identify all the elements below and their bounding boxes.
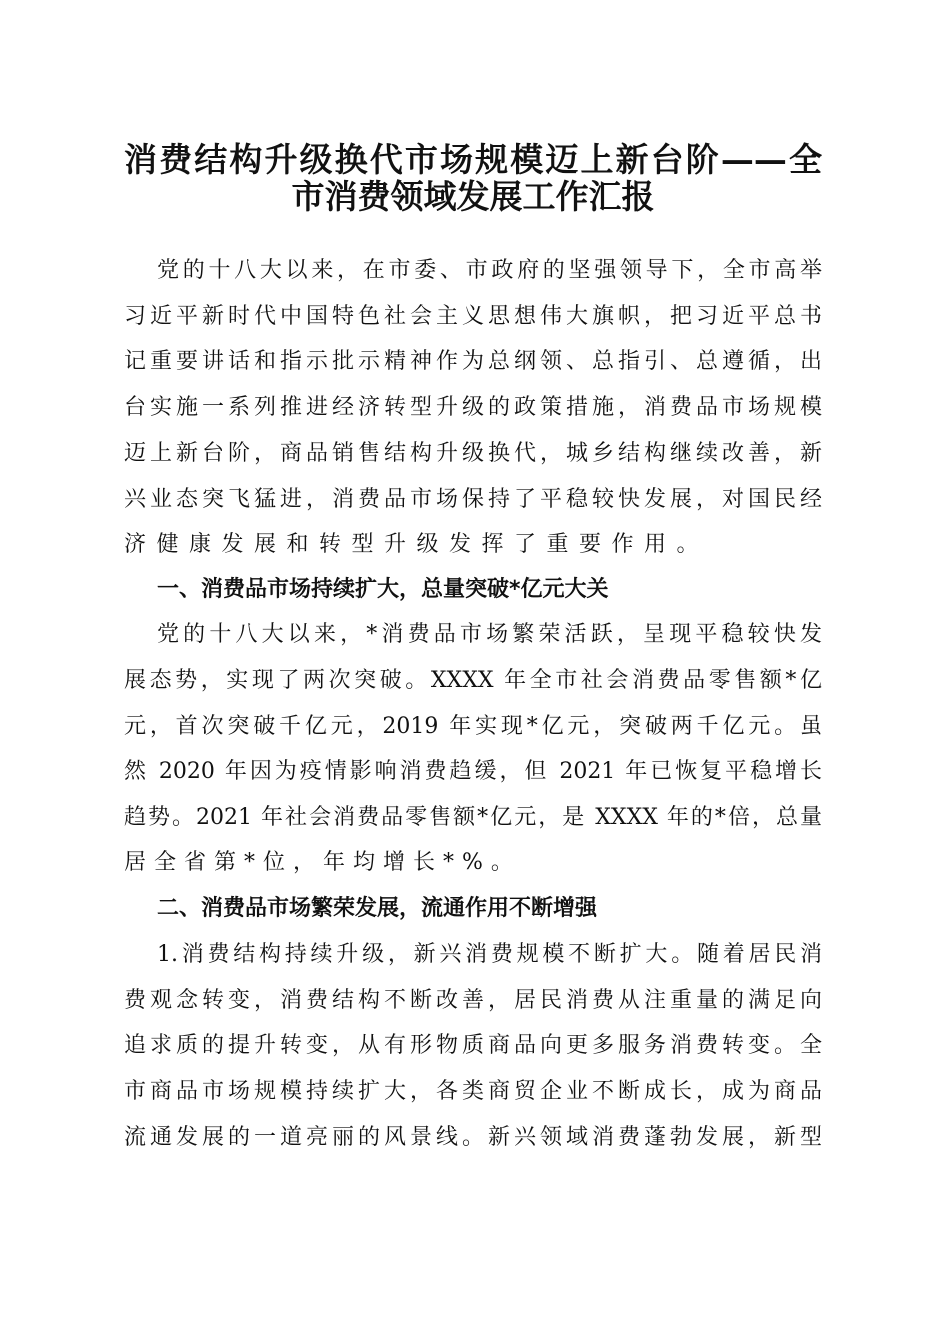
paragraph-line: 流通发展的一道亮丽的风景线。新兴领域消费蓬勃发展，新型 xyxy=(124,1125,822,1150)
paragraph-line: 习近平新时代中国特色社会主义思想伟大旗帜，把习近平总书 xyxy=(124,304,822,329)
paragraph-line: 居全省第*位，年均增长*%。 xyxy=(124,850,521,875)
paragraph-line: 济健康发展和转型升级发挥了重要作用。 xyxy=(124,532,710,557)
paragraph-line: 展态势，实现了两次突破。XXXX 年全市社会消费品零售额*亿 xyxy=(124,668,822,693)
paragraph-line: 费观念转变，消费结构不断改善，居民消费从注重量的满足向 xyxy=(124,988,822,1013)
paragraph-line: 市商品市场规模持续扩大，各类商贸企业不断成长，成为商品 xyxy=(124,1079,822,1104)
paragraph-line: 趋势。2021 年社会消费品零售额*亿元，是 XXXX 年的*倍，总量 xyxy=(124,805,822,830)
section-heading-2: 二、消费品市场繁荣发展，流通作用不断增强 xyxy=(157,896,598,921)
section-heading-1: 一、消费品市场持续扩大，总量突破*亿元大关 xyxy=(157,577,609,602)
paragraph-line: 元，首次突破千亿元，2019 年实现*亿元，突破两千亿元。虽 xyxy=(124,714,822,739)
paragraph-line: 然 2020 年因为疫情影响消费趋缓，但 2021 年已恢复平稳增长 xyxy=(124,759,822,784)
document-title-line-1: 消费结构升级换代市场规模迈上新台阶——全 xyxy=(124,140,822,179)
paragraph-line: 党的十八大以来，在市委、市政府的坚强领导下，全市高举 xyxy=(157,258,822,283)
paragraph-line: 记重要讲话和指示批示精神作为总纲领、总指引、总遵循，出 xyxy=(124,349,822,374)
paragraph-line: 兴业态突飞猛进，消费品市场保持了平稳较快发展，对国民经 xyxy=(124,487,822,512)
paragraph-line: 台实施一系列推进经济转型升级的政策措施，消费品市场规模 xyxy=(124,395,822,420)
document-title-line-2: 市消费领域发展工作汇报 xyxy=(291,177,655,216)
paragraph-line: 追求质的提升转变，从有形物质商品向更多服务消费转变。全 xyxy=(124,1033,822,1058)
paragraph-line: 党的十八大以来，*消费品市场繁荣活跃，呈现平稳较快发 xyxy=(157,622,822,647)
paragraph-line: 1.消费结构持续升级，新兴消费规模不断扩大。随着居民消 xyxy=(157,942,822,967)
paragraph-line: 迈上新台阶，商品销售结构升级换代，城乡结构继续改善，新 xyxy=(124,441,822,466)
